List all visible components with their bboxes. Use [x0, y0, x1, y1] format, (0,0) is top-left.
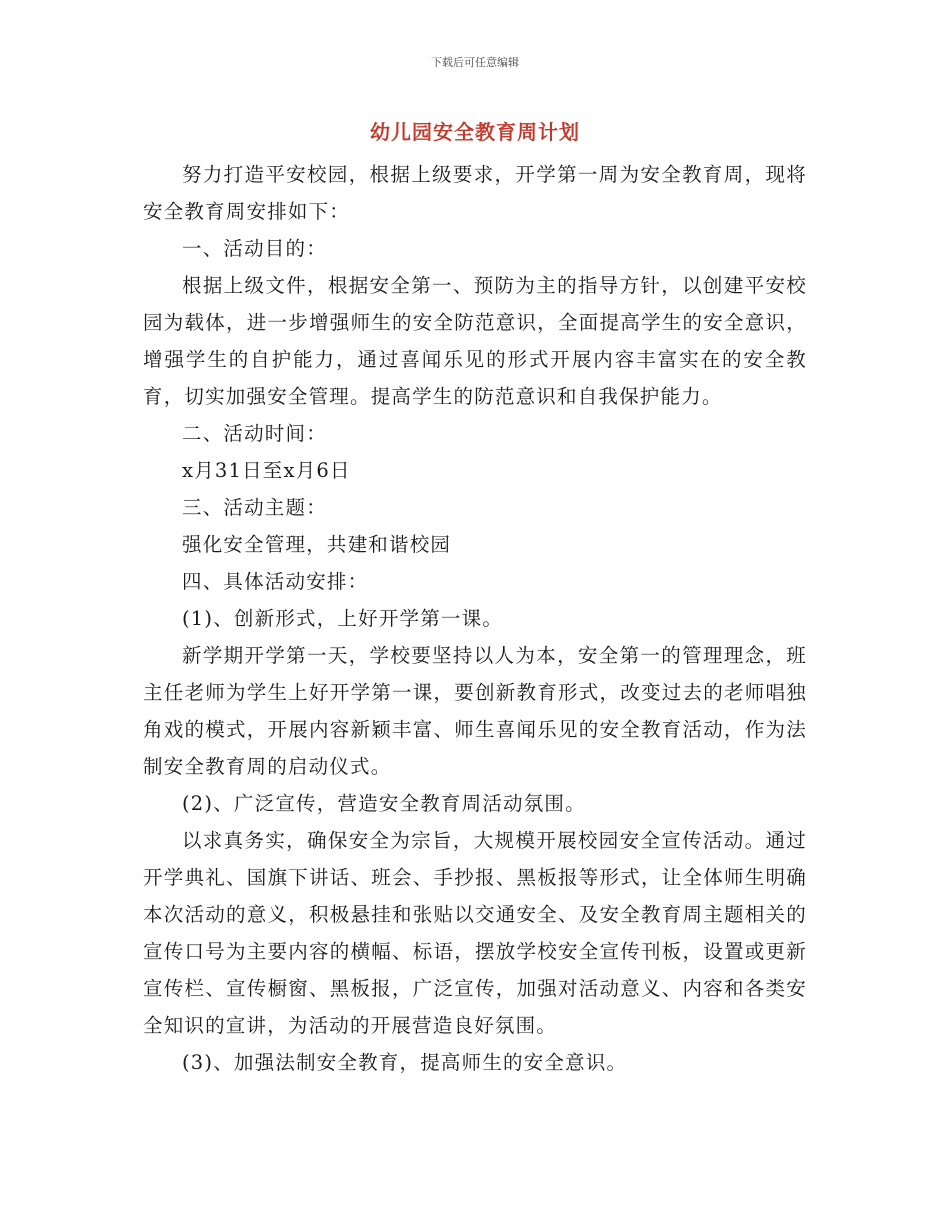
heading-activity-time: 二、活动时间：	[182, 422, 327, 445]
paragraph-activity-goal: 根据上级文件，根据安全第一、预防为主的指导方针，以创建平安校园为载体，进一步增强师生的安全防范意识，全面提高学生的安全意识，增强学生的自护能力，通过喜闻乐见的形式开展内容丰富实在的安全教育，切实加强安全管理。提高学生的防范意识和自我保护能力。	[143, 274, 807, 408]
paragraph-plan-1: 新学期开学第一天，学校要坚持以人为本，安全第一的管理理念，班主任老师为学生上好开学第一课，要创新教育形式，改变过去的老师唱独角戏的模式，开展内容新颖丰富、师生喜闻乐见的安全教育活动，作为法制安全教育周的启动仪式。	[143, 644, 807, 778]
document-body	[143, 156, 807, 1081]
paragraph-activity-theme: 强化安全管理，共建和谐校园	[182, 533, 452, 556]
subheading-plan-2: (2)、广泛宣传，营造安全教育周活动氛围。	[182, 792, 586, 815]
subheading-plan-1: (1)、创新形式，上好开学第一课。	[182, 607, 504, 630]
paragraph-intro: 努力打造平安校园，根据上级要求，开学第一周为安全教育周，现将安全教育周安排如下：	[143, 163, 807, 223]
page-header-note: 下载后可任意编辑	[431, 56, 519, 69]
heading-activity-goal: 一、活动目的：	[182, 237, 327, 260]
heading-activity-theme: 三、活动主题：	[182, 496, 327, 519]
subheading-plan-3: (3)、加强法制安全教育，提高师生的安全意识。	[182, 1051, 628, 1074]
paragraph-plan-2: 以求真务实，确保安全为宗旨，大规模开展校园安全宣传活动。通过开学典礼、国旗下讲话、班会、手抄报、黑板报等形式，让全体师生明确本次活动的意义，积极悬挂和张贴以交通安全、及安全教育周主题相关的宣传口号为主要内容的横幅、标语，摆放学校安全宣传刊板，设置或更新宣传栏、宣传橱窗、黑板报，广泛宣传，加强对活动意义、内容和各类安全知识的宣讲，为活动的开展营造良好氛围。	[143, 829, 807, 1037]
heading-activity-plan: 四、具体活动安排：	[182, 570, 369, 593]
document-title: 幼儿园安全教育周计划	[370, 120, 580, 144]
paragraph-activity-time: x月31日至x月6日	[182, 459, 351, 482]
